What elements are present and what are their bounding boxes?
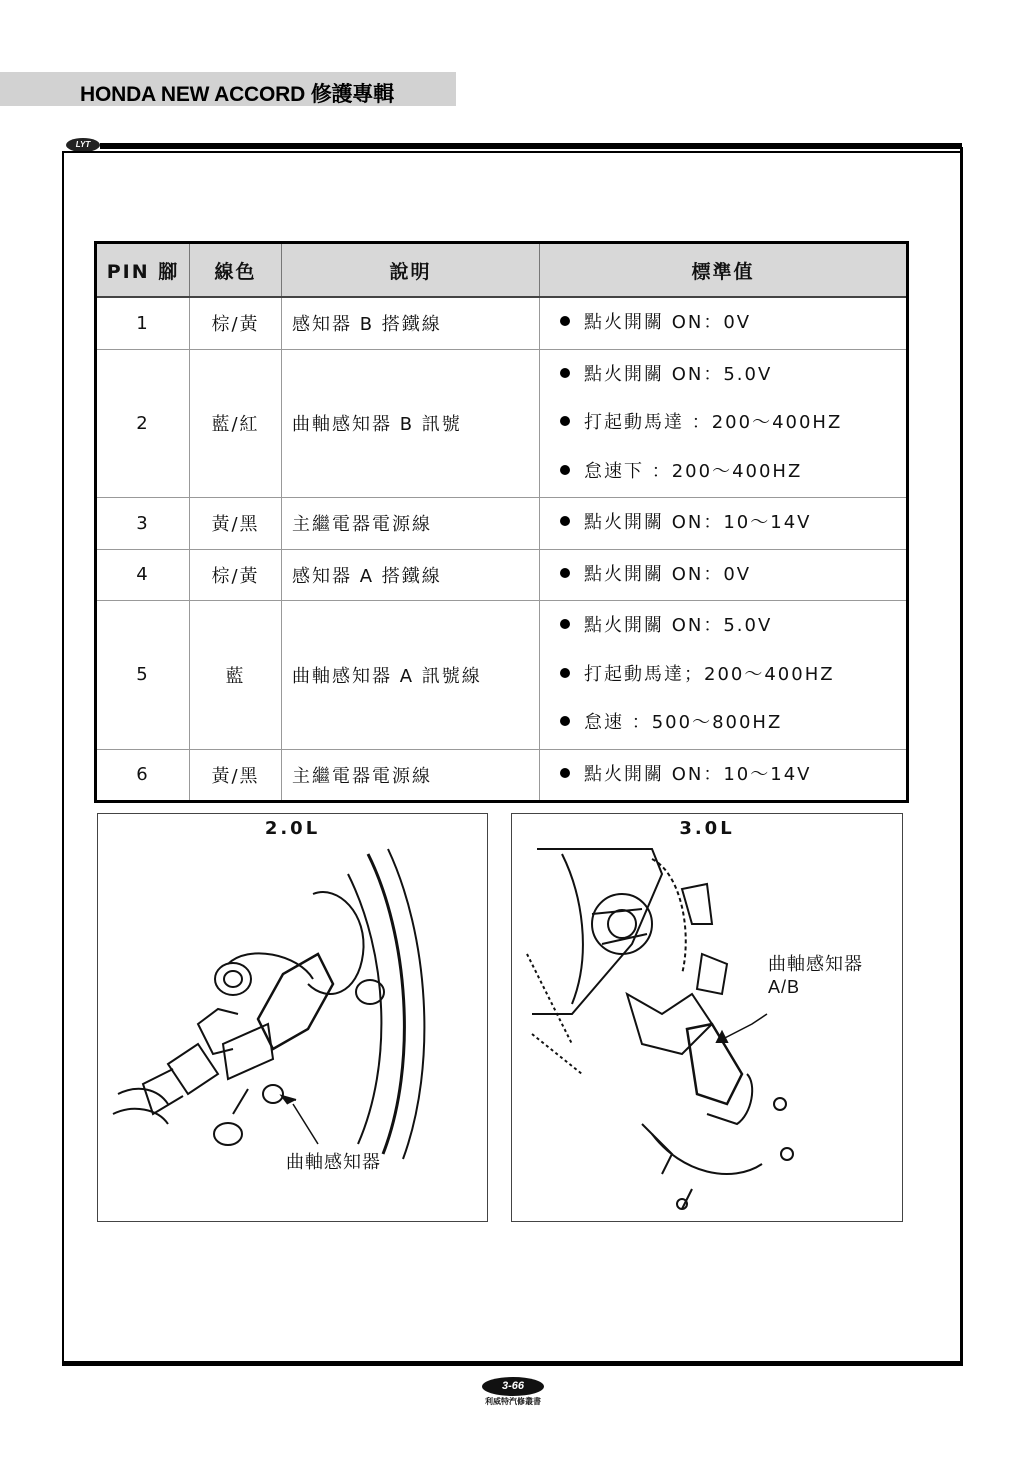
table-row (96, 349, 908, 498)
standard-value-cell (540, 349, 908, 498)
description-cell: 感知器 B 搭鐵線 (282, 297, 540, 349)
standard-value-text: 打起動馬達；200～400HZ (584, 663, 835, 685)
standard-value-text: 怠速 ：500～800HZ (584, 712, 783, 733)
standard-value-item (560, 448, 905, 497)
standard-value-item (560, 602, 905, 651)
table-row (96, 297, 908, 349)
figure-2-0l (97, 813, 488, 1222)
pin-cell: 6 (96, 749, 190, 802)
crank-sensor-ab-label (768, 954, 863, 998)
bullet-icon (560, 768, 570, 778)
standard-value-text: 打起動馬達 ：200～400HZ (584, 412, 843, 433)
table-row (96, 601, 908, 750)
description-cell: 曲軸感知器 B 訊號 (282, 349, 540, 498)
crank-sensor-3-0l-drawing (512, 814, 902, 1221)
description-cell: 主繼電器電源線 (282, 498, 540, 550)
bullet-icon (560, 516, 570, 526)
table-body (96, 297, 908, 802)
bullet-icon (560, 368, 570, 378)
table-row (96, 749, 908, 802)
standard-value-cell (540, 549, 908, 601)
bullet-icon (560, 416, 570, 426)
frame-top-border (100, 143, 962, 149)
bullet-icon (560, 619, 570, 629)
pin-cell: 5 (96, 601, 190, 750)
pin-spec-table (94, 241, 909, 803)
pin-cell: 3 (96, 498, 190, 550)
figure-3-0l (511, 813, 903, 1222)
standard-value-text: 點火開關 ON：10～14V (584, 512, 812, 533)
bullet-icon (560, 568, 570, 578)
standard-value-item (560, 351, 905, 400)
standard-value-cell (540, 601, 908, 750)
description-cell: 曲軸感知器 A 訊號線 (282, 601, 540, 750)
standard-value-item (560, 551, 905, 600)
publisher-name: 利威特汽修叢書 (485, 1397, 541, 1406)
standard-value-item (560, 299, 905, 348)
bullet-icon (560, 316, 570, 326)
header-pin: PIN 腳 (96, 243, 190, 298)
figure-title: 2.0L (264, 818, 321, 839)
table-row (96, 549, 908, 601)
header-description: 說明 (282, 243, 540, 298)
standard-value-text: 點火開關 ON：5.0V (584, 363, 773, 385)
wire-color-cell: 黃/黑 (190, 498, 282, 550)
description-cell: 主繼電器電源線 (282, 749, 540, 802)
page-title: HONDA NEW ACCORD 修護專輯 (80, 83, 394, 106)
crank-sensor-ab-label-line2: A/B (768, 977, 801, 997)
wire-color-cell: 棕/黃 (190, 549, 282, 601)
wire-color-cell: 黃/黑 (190, 749, 282, 802)
standard-value-cell (540, 749, 908, 802)
description-cell: 感知器 A 搭鐵線 (282, 549, 540, 601)
bullet-icon (560, 465, 570, 475)
standard-value-item (560, 699, 905, 748)
frame-top-rule (62, 151, 962, 153)
publisher-logo: LYT (66, 138, 100, 152)
wire-color-cell: 棕/黃 (190, 297, 282, 349)
page-number: 3-66 (482, 1377, 544, 1396)
standard-value-item (560, 751, 905, 800)
header-wire-color: 線色 (190, 243, 282, 298)
frame-bottom-border (62, 1361, 963, 1366)
standard-value-item (560, 399, 905, 448)
standard-value-text: 點火開關 ON：0V (584, 312, 752, 333)
standard-value-item (560, 651, 905, 700)
wire-color-cell: 藍 (190, 601, 282, 750)
bullet-icon (560, 668, 570, 678)
crank-sensor-ab-label-line1: 曲軸感知器 (768, 954, 863, 975)
table-row (96, 498, 908, 550)
header-standard-value: 標準值 (540, 243, 908, 298)
standard-value-text: 點火開關 ON：5.0V (584, 615, 773, 636)
standard-value-text: 點火開關 ON：0V (584, 563, 752, 585)
crank-sensor-label: 曲軸感知器 (286, 1152, 381, 1173)
table-header-row (96, 243, 908, 298)
pin-cell: 2 (96, 349, 190, 498)
standard-value-item (560, 499, 905, 548)
wire-color-cell: 藍/紅 (190, 349, 282, 498)
pin-cell: 4 (96, 549, 190, 601)
standard-value-cell (540, 297, 908, 349)
bullet-icon (560, 716, 570, 726)
standard-value-text: 點火開關 ON：10～14V (584, 763, 812, 785)
standard-value-cell (540, 498, 908, 550)
standard-value-text: 怠速下 ：200～400HZ (584, 460, 803, 482)
frame-left-border (62, 151, 64, 1364)
figure-title: 3.0L (679, 818, 735, 839)
frame-right-border (960, 147, 963, 1364)
pin-cell: 1 (96, 297, 190, 349)
